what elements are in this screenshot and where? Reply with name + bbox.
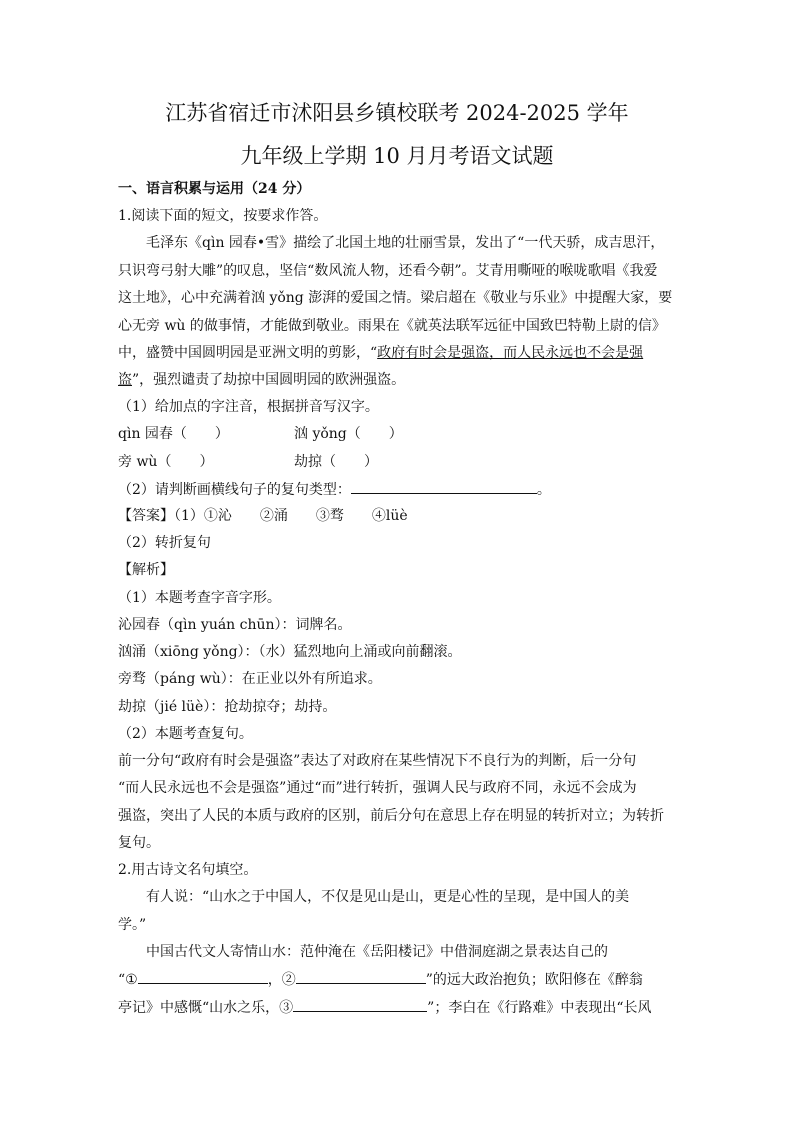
analysis-line: 旁骛（páng wù）：在正业以外有所追求。 <box>118 671 382 687</box>
fill-item: qìn 园春（ ） <box>118 426 229 442</box>
sub-question-2-end: 。 <box>536 482 551 498</box>
passage-line <box>118 370 678 390</box>
question-2-text: “① <box>118 972 138 988</box>
analysis-line: 强盗，突出了人民的本质与政府的区别，前后分句在意思上存在明显的转折对立；为转折 <box>118 808 664 824</box>
answer-label: 【答案】 <box>118 508 174 524</box>
question-2-line: 有人说：“山水之于中国人，不仅是见山是山，更是心性的呈现，是中国人的美 <box>146 889 630 905</box>
analysis-line: 劫掠（jié lüè）：抢劫掠夺；劫持。 <box>118 699 337 715</box>
question-2-line <box>118 969 678 990</box>
answer-blank[interactable] <box>293 997 427 1012</box>
question-2-line: 中国古代文人寄情山水：范仲淹在《岳阳楼记》中借洞庭湖之景表达自己的 <box>146 944 608 960</box>
analysis-line: （1）本题考查字音字形。 <box>118 590 281 606</box>
sub-question-2 <box>118 479 678 500</box>
sub-question-2-text: （2）请判断画横线句子的复句类型： <box>118 482 351 498</box>
answer-blank[interactable] <box>138 969 268 984</box>
answer-text: （1）①沁 ②涌 ③骛 ④lüè <box>174 508 408 524</box>
passage-line: 毛泽东《qìn 园春•雪》描绘了北国土地的壮丽雪景，发出了“一代天骄，成吉思汗， <box>146 235 665 251</box>
analysis-line: 复句。 <box>118 835 160 851</box>
fill-item: 汹 yǒng（ ） <box>294 426 403 442</box>
question-2-text: 亭记》中感慨“山水之乐，③ <box>118 1000 294 1016</box>
analysis-line: （2）本题考查复句。 <box>118 726 253 742</box>
section-heading: 一、语言积累与运用（24 分） <box>118 181 311 197</box>
analysis-line: 沁园春（qìn yuán chūn）：词牌名。 <box>118 617 352 633</box>
question-2-line <box>118 997 678 1018</box>
passage-line: 心无旁 wù 的做事情，才能做到敬业。雨果在《就英法联军远征中国致巴特勒上尉的信》 <box>118 318 666 334</box>
question-1-prompt: 1.阅读下面的短文，按要求作答。 <box>118 208 328 224</box>
question-2-line: 学。” <box>118 917 147 933</box>
underlined-sentence: 政府有时会是强盗，而人民永远也不会是强 <box>377 345 644 361</box>
passage-text: ”，强烈谴责了劫掠中国圆明园的欧洲强盗。 <box>132 372 406 388</box>
question-2-text: ”；李白在《行路难》中表现出“长风 <box>427 1000 652 1016</box>
doc-title-line2: 九年级上学期 10 月月考语文试题 <box>240 144 554 168</box>
passage-text: 中，盛赞中国圆明园是亚洲文明的剪影，“ <box>118 345 378 361</box>
answer-blank[interactable] <box>351 479 537 494</box>
answer-line: （2）转折复句 <box>118 535 211 551</box>
answer-line <box>118 506 678 526</box>
passage-line: 只识弯弓射大雕”的叹息，坚信“数风流人物，还看今朝”。艾青用嘶哑的喉咙歌唱《我爱 <box>118 263 658 279</box>
fill-item: 劫掠（ ） <box>294 454 378 470</box>
question-2-prompt: 2.用古诗文名句填空。 <box>118 862 258 878</box>
question-2-text: ，② <box>267 972 296 988</box>
analysis-line: 前一分句“政府有时会是强盗”表达了对政府在某些情况下不良行为的判断，后一分句 <box>118 753 637 769</box>
question-2-text: ”的远大政治抱负；欧阳修在《醉翁 <box>425 972 643 988</box>
sub-question-1: （1）给加点的字注音，根据拼音写汉字。 <box>118 399 379 415</box>
analysis-label: 【解析】 <box>118 562 174 578</box>
answer-blank[interactable] <box>296 969 426 984</box>
fill-item: 旁 wù（ ） <box>118 454 214 470</box>
passage-line: 这土地》，心中充满着汹 yǒng 澎湃的爱国之情。梁启超在《敬业与乐业》中提醒大家，要 <box>118 290 673 306</box>
analysis-line: “而人民永远也不会是强盗”通过“而”进行转折，强调人民与政府不同，永远不会成为 <box>118 780 637 796</box>
underlined-sentence: 盗 <box>118 372 132 388</box>
analysis-line: 汹涌（xiōng yǒng）：（水）猛烈地向上涌或向前翻滚。 <box>118 644 462 660</box>
doc-title-line1: 江苏省宿迁市沭阳县乡镇校联考 2024-2025 学年 <box>165 101 629 125</box>
passage-line <box>118 343 678 363</box>
